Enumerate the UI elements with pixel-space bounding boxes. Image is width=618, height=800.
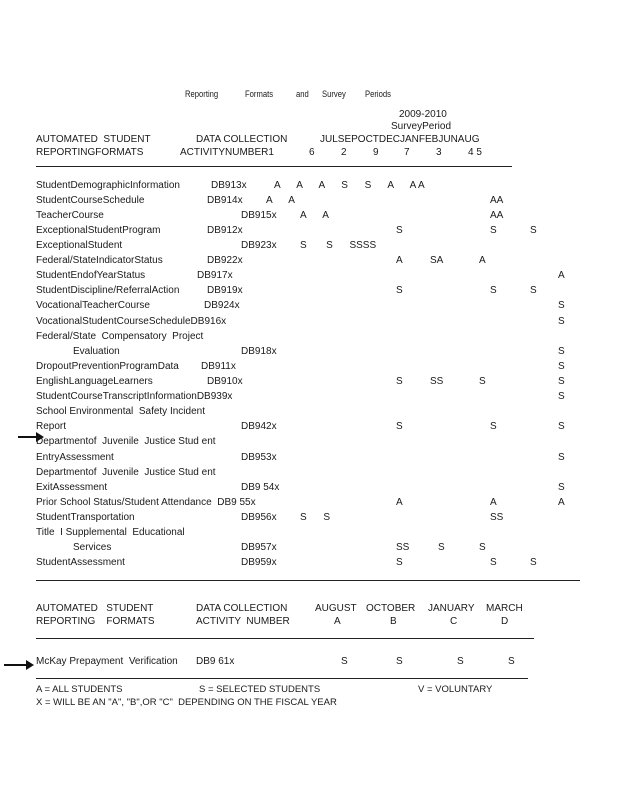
row-name: StudentCourseTranscriptInformationDB939x	[36, 391, 233, 402]
row-mark: A	[558, 270, 565, 281]
row-mark: A	[396, 497, 403, 508]
row-name: StudentAssessment	[36, 557, 125, 568]
row-mark: S	[490, 421, 497, 432]
row-marks: AA	[490, 195, 504, 206]
row-code: DB9 54x	[241, 482, 280, 493]
row-code: DB912x	[207, 225, 243, 236]
header2-col1-line1: AUTOMATED STUDENT	[36, 603, 154, 614]
row-mark: S	[558, 346, 565, 357]
header-period-3: 3	[436, 147, 442, 158]
row-code: DB959x	[241, 557, 277, 568]
row-mark: A	[396, 255, 403, 266]
row-mark: S	[479, 376, 486, 387]
header2-october: OCTOBER	[366, 603, 416, 614]
divider	[36, 638, 534, 639]
row-mark: S	[490, 557, 497, 568]
row-mark: S	[530, 285, 537, 296]
row-code: DB919x	[207, 285, 243, 296]
row-mark: SS	[396, 542, 410, 553]
row-mark: S	[530, 557, 537, 568]
row-code: DB956x	[241, 512, 277, 523]
mckay-code: DB9 61x	[196, 656, 235, 667]
header2-b: B	[390, 616, 397, 627]
row-code: DB957x	[241, 542, 277, 553]
row-name: Departmentof Juvenile Justice Stud ent	[36, 467, 216, 478]
row-code: DB942x	[241, 421, 277, 432]
row-mark: S	[479, 542, 486, 553]
row-mark: S	[530, 225, 537, 236]
header2-col2-line2: ACTIVITY NUMBER	[196, 616, 290, 627]
row-mark: A	[490, 497, 497, 508]
row-name: Evaluation	[73, 346, 120, 357]
header-col2-line2: ACTIVITYNUMBER1	[180, 147, 274, 158]
header-period-2: 2	[341, 147, 347, 158]
header2-c: C	[450, 616, 458, 627]
row-marks: A A	[300, 210, 329, 221]
row-name: Title I Supplemental Educational	[36, 527, 185, 538]
header-col1-line1: AUTOMATED STUDENT	[36, 134, 151, 145]
row-name: Departmentof Juvenile Justice Stud ent	[36, 436, 216, 447]
row-name: ExceptionalStudentProgram	[36, 225, 161, 236]
mckay-mark-b: S	[396, 656, 403, 667]
row-name: ExceptionalStudent	[36, 240, 123, 251]
row-marks: AA	[490, 210, 504, 221]
mckay-name: McKay Prepayment Verification	[36, 656, 178, 667]
title-periods: Periods	[365, 89, 391, 99]
title-survey: Survey	[322, 89, 346, 99]
row-name: StudentCourseSchedule	[36, 195, 145, 206]
row-code: DB924x	[204, 300, 240, 311]
header2-col1-line2: REPORTING FORMATS	[36, 616, 155, 627]
mckay-mark-d: S	[508, 656, 515, 667]
header2-august: AUGUST	[315, 603, 357, 614]
row-code: DB922x	[207, 255, 243, 266]
row-name: StudentTransportation	[36, 512, 135, 523]
legend-selected: S = SELECTED STUDENTS	[199, 684, 321, 695]
row-name: StudentEndofYearStatus	[36, 270, 146, 281]
row-marks: S S SSSS	[300, 240, 377, 251]
divider	[36, 678, 528, 679]
mckay-mark-c: S	[457, 656, 464, 667]
row-code: DB953x	[241, 452, 277, 463]
row-mark: S	[558, 300, 565, 311]
row-mark: S	[558, 482, 565, 493]
row-name: DropoutPreventionProgramData	[36, 361, 179, 372]
header2-col2-line1: DATA COLLECTION	[196, 603, 288, 614]
divider	[36, 166, 512, 167]
row-code: DB917x	[197, 270, 233, 281]
row-name: VocationalStudentCourseScheduleDB916x	[36, 316, 227, 327]
mckay-mark-a: S	[341, 656, 348, 667]
header-period-45: 4 5	[468, 147, 482, 158]
header-months: JULSEPOCTDECJANFEBJUNAUG	[320, 134, 480, 145]
header2-a: A	[334, 616, 341, 627]
row-name: Prior School Status/Student Attendance DB9 55x	[36, 497, 256, 508]
row-name: Report	[36, 421, 67, 432]
header2-d: D	[501, 616, 509, 627]
row-mark: S	[558, 391, 565, 402]
row-name: StudentDemographicInformation	[36, 180, 180, 191]
row-mark: S	[558, 316, 565, 327]
row-name: School Environmental Safety Incident	[36, 406, 205, 417]
row-name: Federal/State Compensatory Project	[36, 331, 204, 342]
divider	[36, 580, 580, 581]
row-mark: S	[396, 421, 403, 432]
row-code: DB923x	[241, 240, 277, 251]
legend-voluntary: V = VOLUNTARY	[418, 684, 493, 695]
row-code: DB915x	[241, 210, 277, 221]
legend-x-note: X = WILL BE AN "A", "B",OR "C" DEPENDING ON THE FISCAL YEAR	[36, 697, 337, 708]
row-mark: S	[558, 452, 565, 463]
header-col1-line2: REPORTINGFORMATS	[36, 147, 144, 158]
row-mark: S	[558, 421, 565, 432]
row-name: EnglishLanguageLearners	[36, 376, 153, 387]
header2-january: JANUARY	[428, 603, 475, 614]
row-name: ExitAssessment	[36, 482, 108, 493]
legend-all: A = ALL STUDENTS	[36, 684, 123, 695]
row-marks: A A A S S A A A	[274, 180, 425, 191]
row-marks: S S	[300, 512, 331, 523]
row-name: Federal/StateIndicatorStatus	[36, 255, 163, 266]
row-code: DB913x	[211, 180, 247, 191]
row-mark: S	[396, 376, 403, 387]
header-period-6: 6	[309, 147, 315, 158]
header-survey-period: SurveyPeriod	[391, 121, 452, 132]
row-mark: A	[558, 497, 565, 508]
row-code: DB918x	[241, 346, 277, 357]
row-mark: SS	[430, 376, 444, 387]
header-period-7: 7	[404, 147, 410, 158]
title-formats: Formats	[245, 89, 274, 99]
header-period-9: 9	[373, 147, 379, 158]
row-mark: S	[558, 361, 565, 372]
row-marks: SS	[490, 512, 504, 523]
row-mark: S	[396, 225, 403, 236]
header2-march: MARCH	[486, 603, 523, 614]
row-mark: S	[438, 542, 445, 553]
arrow-right-icon	[4, 660, 34, 670]
row-code: DB911x	[201, 361, 236, 372]
row-mark: A	[479, 255, 486, 266]
row-name: Services	[73, 542, 112, 553]
header-year: 2009-2010	[399, 109, 447, 120]
row-mark: S	[396, 285, 403, 296]
header-col2-line1: DATA COLLECTION	[196, 134, 288, 145]
row-mark: S	[490, 225, 497, 236]
row-marks: A A	[266, 195, 295, 206]
row-name: EntryAssessment	[36, 452, 114, 463]
row-name: StudentDiscipline/ReferralAction	[36, 285, 180, 296]
row-name: VocationalTeacherCourse	[36, 300, 150, 311]
row-mark: S	[396, 557, 403, 568]
row-name: TeacherCourse	[36, 210, 104, 221]
title-and: and	[296, 89, 309, 99]
row-mark: S	[558, 376, 565, 387]
row-code: DB914x	[207, 195, 243, 206]
row-code: DB910x	[207, 376, 243, 387]
title-reporting: Reporting	[185, 89, 219, 99]
row-mark: SA	[430, 255, 444, 266]
row-mark: S	[490, 285, 497, 296]
